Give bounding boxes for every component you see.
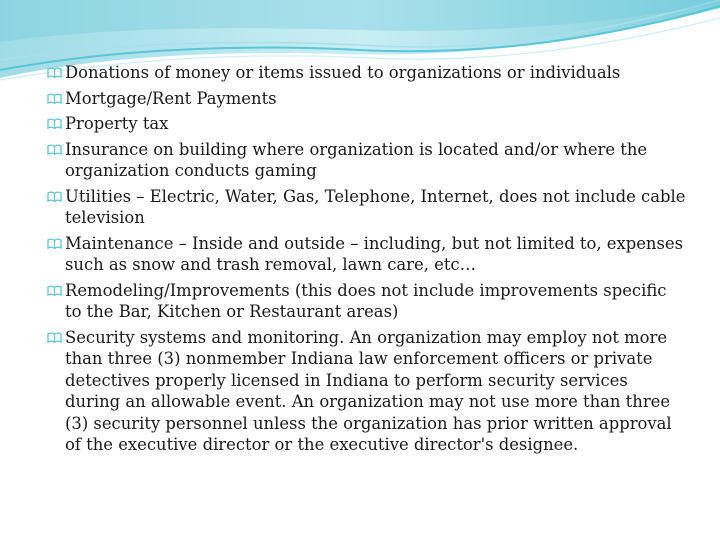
open-book-icon — [47, 285, 62, 296]
open-book-icon — [47, 118, 62, 129]
list-item — [47, 233, 687, 276]
open-book-icon — [47, 332, 62, 343]
bullet-text: Mortgage/Rent Payments — [65, 88, 277, 108]
list-item — [47, 113, 687, 135]
bullet-text: Donations of money or items issued to organizations or individuals — [65, 63, 621, 82]
bullet-list — [47, 62, 687, 456]
bullet-text: Property tax — [65, 114, 169, 133]
list-item — [47, 62, 687, 84]
list-item — [47, 280, 687, 323]
bullet-text: Security systems and monitoring. An organization may employ not more than three (3) nonmember Indiana law enforcement officers or private detectives properly licensed in Indiana to perform security services during an allowable event. An organization may not use more than three (3) security personnel unless the organization has prior written approval of the executive director or the executive director's designee. — [65, 327, 672, 454]
open-book-icon — [47, 67, 62, 78]
bullet-text: Remodeling/Improvements (this does not include improvements specific to the Bar, Kitchen or Restaurant areas) — [65, 280, 667, 321]
open-book-icon — [47, 93, 62, 104]
open-book-icon — [47, 191, 62, 202]
open-book-icon — [47, 144, 62, 155]
list-item — [47, 186, 687, 229]
slide-content — [47, 62, 687, 460]
list-item — [47, 88, 687, 110]
open-book-icon — [47, 238, 62, 249]
bullet-text: Insurance on building where organization is located and/or where the organization conducts gaming — [65, 139, 648, 180]
bullet-text: Utilities – Electric, Water, Gas, Telephone, Internet, does not include cable television — [65, 186, 686, 227]
list-item — [47, 139, 687, 182]
bullet-text: Maintenance – Inside and outside – including, but not limited to, expenses such as snow and trash removal, lawn care, etc… — [65, 233, 684, 274]
list-item — [47, 327, 687, 456]
